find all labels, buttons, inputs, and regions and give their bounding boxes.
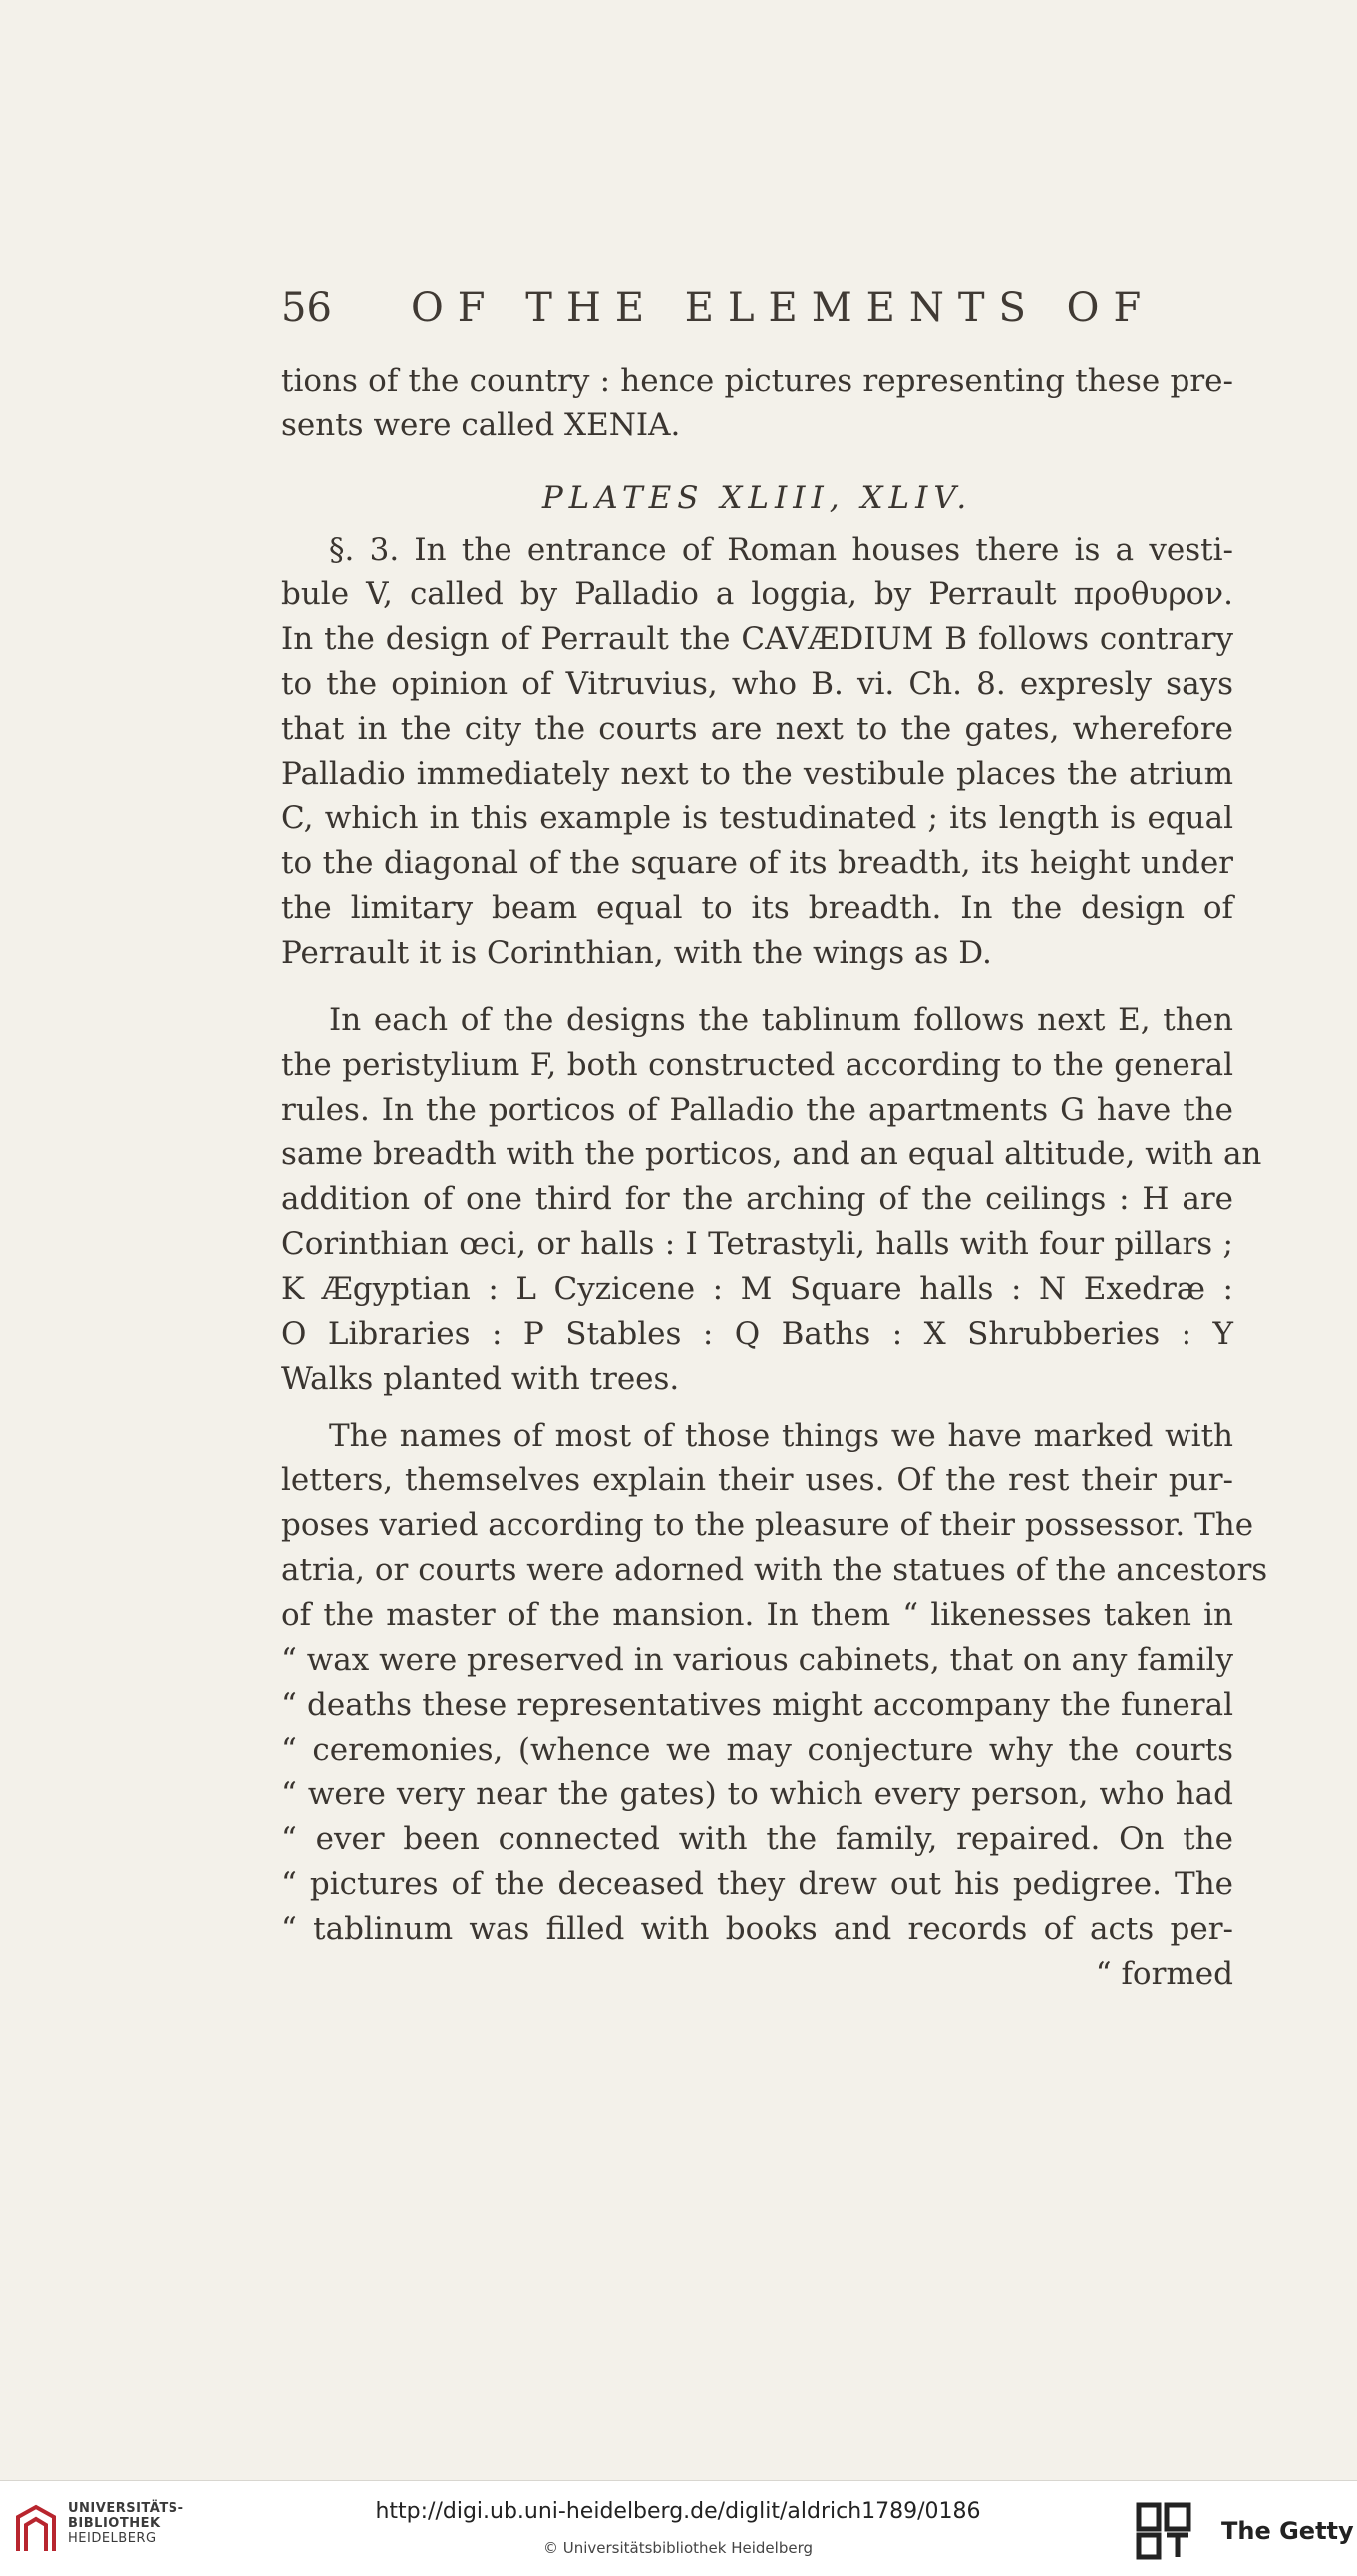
text-line: The names of most of those things we have marked with — [329, 1418, 1233, 1453]
getty-logo-icon — [1135, 2501, 1194, 2561]
text-line: to the opinion of Vitruvius, who B. vi. Ch. 8. expresly says — [281, 666, 1233, 702]
text-line: Perrault it is Corinthian, with the wings as D. — [281, 935, 992, 971]
text-line: “ wax were preserved in various cabinets, that on any family — [281, 1642, 1233, 1678]
text-line: C, which in this example is testudinated ; its length is equal — [281, 801, 1233, 836]
text-line: K Ægyptian : L Cyzicene : M Square halls : N Exedræ : — [281, 1271, 1233, 1307]
text-line: “ tablinum was filled with books and records of acts per- — [281, 1911, 1233, 1947]
text-line: the peristylium F, both constructed according to the general — [281, 1047, 1233, 1083]
text-line: addition of one third for the arching of the ceilings : H are — [281, 1181, 1233, 1217]
text-line: letters, themselves explain their uses. Of the rest their pur- — [281, 1462, 1233, 1498]
text-line: Corinthian œci, or halls : I Tetrastyli, halls with four pillars ; — [281, 1226, 1233, 1262]
university-library-logo-icon — [14, 2503, 58, 2555]
text-line: poses varied according to the pleasure of their possessor. The — [281, 1507, 1254, 1543]
viewer-footer — [0, 2480, 1357, 2576]
text-line: atria, or courts were adorned with the statues of the ancestors — [281, 1552, 1268, 1588]
text-line: Palladio immediately next to the vestibule places the atrium — [281, 756, 1233, 792]
page-number: 56 — [281, 285, 332, 331]
text-line: tions of the country : hence pictures representing these pre- — [281, 363, 1233, 399]
permalink-url[interactable]: http://digi.ub.uni-heidelberg.de/diglit/aldrich1789/0186 — [375, 2499, 981, 2524]
text-line: O Libraries : P Stables : Q Baths : X Shrubberies : Y — [281, 1316, 1233, 1352]
text-line: “ ever been connected with the family, repaired. On the — [281, 1821, 1233, 1857]
text-line: “ pictures of the deceased they drew out his pedigree. The — [281, 1866, 1233, 1902]
text-line: “ deaths these representatives might accompany the funeral — [281, 1687, 1233, 1723]
text-line: the limitary beam equal to its breadth. In the design of — [281, 890, 1233, 926]
text-line: same breadth with the porticos, and an equal altitude, with an — [281, 1136, 1262, 1172]
text-line: to the diagonal of the square of its breadth, its height under — [281, 845, 1233, 881]
text-line: “ were very near the gates) to which every person, who had — [281, 1776, 1233, 1812]
catchword: “ formed — [1095, 1956, 1233, 1992]
partner-name: The Getty — [1221, 2517, 1354, 2545]
running-head — [281, 279, 1156, 339]
section-heading: PLATES XLIII, XLIV. — [541, 481, 973, 516]
text-line: of the master of the mansion. In them “ likenesses taken in — [281, 1597, 1233, 1633]
text-line: that in the city the courts are next to the gates, wherefore — [281, 711, 1233, 747]
text-line: In the design of Perrault the CAVÆDIUM B follows contrary — [281, 621, 1233, 657]
running-title: OF THE ELEMENTS OF — [411, 285, 1156, 331]
copyright-notice: © Universitätsbibliothek Heidelberg — [542, 2539, 813, 2557]
text-line: In each of the designs the tablinum follows next E, then — [329, 1002, 1233, 1038]
text-line: §. 3. In the entrance of Roman houses there is a vesti- — [329, 532, 1233, 568]
text-line: bule V, called by Palladio a loggia, by Perrault προθυρον. — [281, 576, 1233, 612]
text-line: rules. In the porticos of Palladio the apartments G have the — [281, 1092, 1233, 1127]
text-line: Walks planted with trees. — [281, 1361, 680, 1397]
text-line: “ ceremonies, (whence we may conjecture why the courts — [281, 1732, 1233, 1768]
library-name: UNIVERSITÄTS- BIBLIOTHEK HEIDELBERG — [68, 2501, 184, 2546]
text-line: sents were called XENIA. — [281, 407, 681, 443]
